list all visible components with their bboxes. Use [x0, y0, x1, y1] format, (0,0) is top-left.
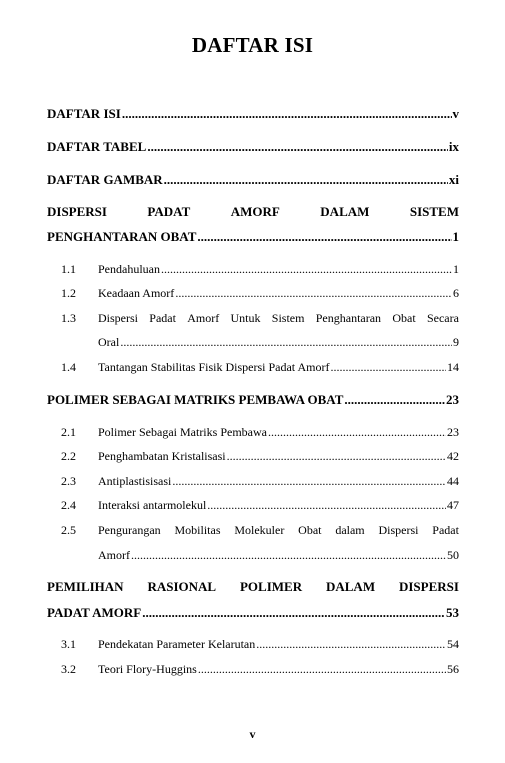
toc-chapter-1-line-1[interactable] — [47, 204, 459, 220]
section-number: 1.4 — [61, 360, 76, 374]
toc-entry-text: PENGHANTARAN OBAT — [47, 229, 197, 244]
toc-entry-1-1[interactable] — [98, 262, 459, 277]
toc-chapter-3-line-1[interactable] — [47, 579, 459, 595]
word: POLIMER — [239, 579, 303, 594]
toc-page-number: 54 — [447, 637, 459, 651]
toc-entry-2-5-line-2[interactable] — [98, 548, 459, 563]
section-number: 2.3 — [61, 474, 76, 488]
toc-entry-text: POLIMER SEBAGAI MATRIKS PEMBAWA OBAT — [47, 392, 344, 407]
page-title: DAFTAR ISI — [191, 33, 314, 57]
toc-entry-text: Pendekatan Parameter Kelarutan — [98, 637, 256, 651]
toc-entry-daftar-isi[interactable] — [47, 106, 459, 122]
toc-page-number: 14 — [447, 360, 459, 374]
toc-entry-1-3-line-2[interactable] — [98, 335, 459, 350]
leader-dots — [131, 548, 446, 563]
section-number: 1.2 — [61, 286, 76, 300]
toc-page-number: 42 — [447, 449, 459, 463]
word: Untuk — [230, 311, 261, 325]
leader-dots — [172, 474, 446, 489]
word: AMORF — [230, 204, 280, 219]
toc-page-number: 50 — [447, 548, 459, 562]
leader-dots — [175, 286, 452, 301]
leader-dots — [207, 498, 446, 513]
leader-dots — [120, 335, 452, 350]
toc-page-number: 9 — [453, 335, 459, 349]
toc-entry-text: Antiplastisisasi — [98, 474, 172, 488]
toc-entry-text: Amorf — [98, 548, 130, 562]
word: dalam — [335, 523, 365, 537]
word: RASIONAL — [147, 579, 217, 594]
word: Obat — [392, 311, 416, 325]
toc-page-number: 53 — [446, 605, 459, 620]
toc-entry-2-2[interactable] — [98, 449, 459, 464]
leader-dots — [227, 449, 446, 464]
toc-entry-1-4[interactable] — [98, 360, 459, 375]
leader-dots — [344, 392, 445, 408]
leader-dots — [256, 637, 446, 652]
toc-entry-text: Tantangan Stabilitas Fisik Dispersi Padat Amorf — [98, 360, 330, 374]
toc-chapter-1-line-2[interactable] — [47, 229, 459, 245]
toc-entry-text: Pendahuluan — [98, 262, 160, 276]
toc-page-number: 6 — [453, 286, 459, 300]
leader-dots — [161, 262, 452, 277]
toc-entry-text: DAFTAR GAMBAR — [47, 172, 163, 187]
toc-entry-text: Interaksi antarmolekul — [98, 498, 207, 512]
leader-dots — [268, 425, 446, 440]
toc-entry-text: PADAT AMORF — [47, 605, 142, 620]
word: Penghantaran — [315, 311, 382, 325]
section-number: 1.1 — [61, 262, 76, 276]
leader-dots — [330, 360, 446, 375]
toc-page-number: 56 — [447, 662, 459, 676]
toc-page-number: 44 — [447, 474, 459, 488]
leader-dots — [197, 229, 451, 245]
toc-entry-text: Keadaan Amorf — [98, 286, 175, 300]
word: DISPERSI — [47, 204, 107, 219]
section-number: 2.4 — [61, 498, 76, 512]
toc-entry-text: Penghambatan Kristalisasi — [98, 449, 226, 463]
word: Molekuler — [234, 523, 285, 537]
toc-entry-daftar-tabel[interactable] — [47, 139, 459, 155]
toc-entry-2-1[interactable] — [98, 425, 459, 440]
word: Sistem — [271, 311, 305, 325]
toc-entry-text: DAFTAR ISI — [47, 106, 121, 121]
word: DALAM — [325, 579, 376, 594]
toc-entry-2-5-line-1[interactable] — [98, 523, 459, 538]
word: DISPERSI — [398, 579, 459, 594]
toc-page-number: ix — [448, 139, 459, 154]
word: Secara — [426, 311, 459, 325]
section-number: 1.3 — [61, 311, 76, 325]
word: Obat — [298, 523, 322, 537]
toc-page-number: 47 — [447, 498, 459, 512]
word: Amorf — [187, 311, 220, 325]
toc-entry-1-2[interactable] — [98, 286, 459, 301]
toc-chapter-3-line-2[interactable] — [47, 605, 459, 621]
word: Dispersi — [378, 523, 419, 537]
leader-dots — [147, 139, 448, 155]
toc-page-number: v — [452, 106, 459, 121]
word: Pengurangan — [98, 523, 161, 537]
word: Mobilitas — [174, 523, 221, 537]
toc-page-number: 23 — [447, 425, 459, 439]
toc-chapter-2[interactable] — [47, 392, 459, 408]
leader-dots — [122, 106, 452, 122]
toc-entry-text: Oral — [98, 335, 120, 349]
word: PEMILIHAN — [47, 579, 124, 594]
toc-entry-text: Teori Flory-Huggins — [98, 662, 197, 676]
word: SISTEM — [409, 204, 459, 219]
section-number: 2.1 — [61, 425, 76, 439]
toc-entry-text: DAFTAR TABEL — [47, 139, 147, 154]
section-number: 3.2 — [61, 662, 76, 676]
leader-dots — [142, 605, 445, 621]
toc-entry-1-3-line-1[interactable] — [98, 311, 459, 326]
toc-entry-3-1[interactable] — [98, 637, 459, 652]
toc-page-number: 23 — [446, 392, 459, 407]
leader-dots — [198, 662, 446, 677]
toc-entry-2-3[interactable] — [98, 474, 459, 489]
toc-entry-3-2[interactable] — [98, 662, 459, 677]
word: Padat — [149, 311, 176, 325]
section-number: 2.5 — [61, 523, 76, 537]
toc-page-number: 1 — [452, 229, 459, 244]
word: DALAM — [320, 204, 370, 219]
page-footer-number: v — [249, 727, 256, 741]
toc-entry-daftar-gambar[interactable] — [47, 172, 459, 188]
toc-page-number: 1 — [453, 262, 459, 276]
toc-entry-text: Polimer Sebagai Matriks Pembawa — [98, 425, 267, 439]
section-number: 2.2 — [61, 449, 76, 463]
word: PADAT — [147, 204, 191, 219]
word: Dispersi — [98, 311, 138, 325]
leader-dots — [164, 172, 448, 188]
toc-entry-2-4[interactable] — [98, 498, 459, 513]
toc-page-number: xi — [448, 172, 459, 187]
section-number: 3.1 — [61, 637, 76, 651]
word: Padat — [432, 523, 459, 537]
